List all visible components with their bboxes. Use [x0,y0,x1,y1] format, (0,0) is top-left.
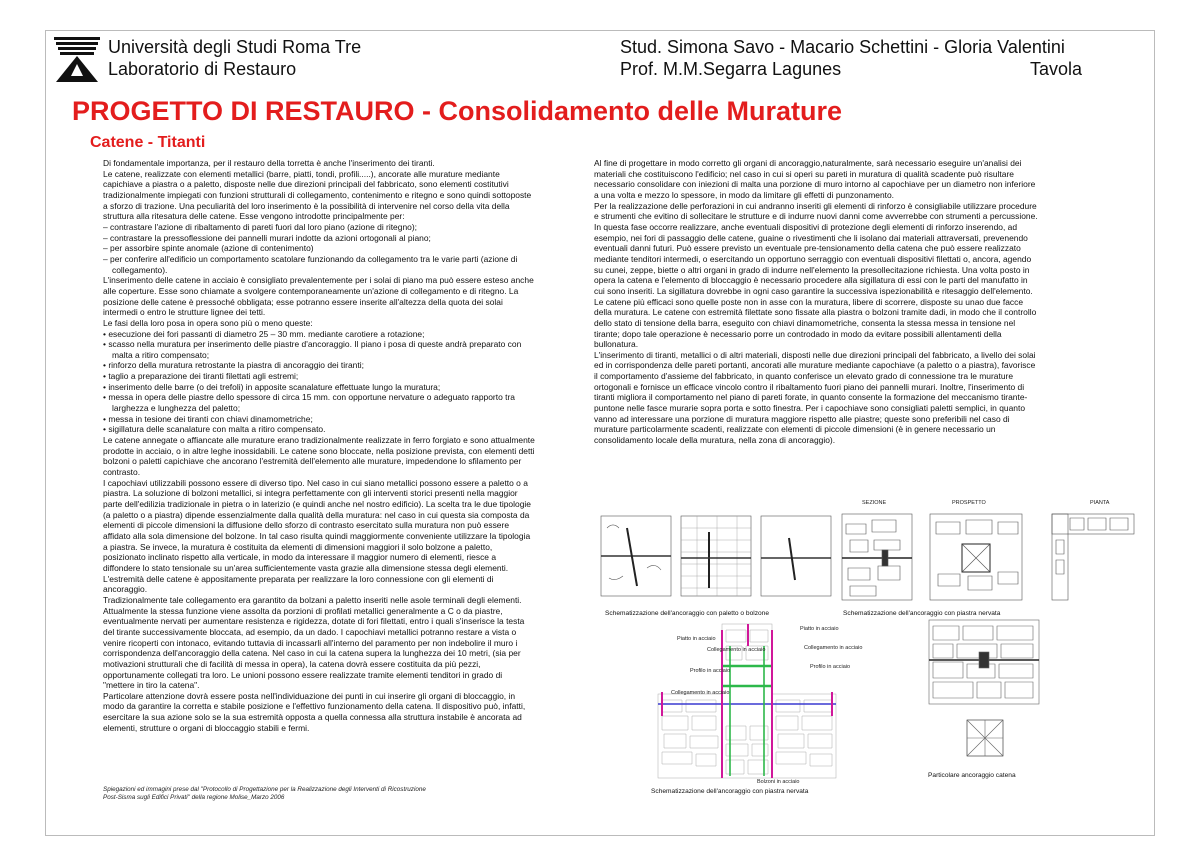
paragraph: Di fondamentale importanza, per il restauro della torretta è anche l'inserimento dei tiranti. [103,158,435,168]
figure-label: Profilo in acciaio [690,668,731,674]
list-item: – per assorbire spinte anomale (azione di contenimento) [103,243,314,254]
figure-caption: Schematizzazione dell'ancoraggio con piastra nervata [843,610,1001,617]
paragraph: Tradizionalmente tale collegamento era garantito da bolzani a paletto inseriti nelle asole terminali degli elementi. Attualmente la stessa funzione viene assolta da porzioni di profilati metallici generalmente a C o da piastre, eventualmente nervati per aumentare resistenza e rigidezza, dotate di fori filettati, entro i quali s'inserisce la testa del tirante successivamente bloccata, ad esempio, da un dado. I capochiavi metallici potranno restare a vista o venire ricoperti con intonaco, evitando tuttavia di incassarli all'interno del paramento per non indebolire il muro i corrispondenza dell'ancoraggio della catena. Nel caso in cui la catena supera la lunghezza dei 10 metri, (sia per motivazioni strutturali che di facilità di messa in opera), la catena dovrà essere costituita da più pezzi, opportunamente collegati tra loro. Le unioni possono essere realizzate tramite elementi tenditori in grado di "mettere in tiro la catena". [103,594,525,691]
list-item: • scasso nella muratura per inserimento delle piastre d'ancoraggio. Il piano i posa di queste andrà preparato con malta a ritiro compensato; [103,339,522,360]
paragraph: Per la realizzazione delle perforazioni in cui andranno inseriti gli elementi di rinforzo è consigliabile utilizzare procedure e strumenti che evitino di sollecitare le strutture e di indurre nuovi danni come avverrebbe con strumenti a percussione. In questa fase occorre realizzare, anche eventuali dispositivi di protezione degli elementi di rinforzo inserendo, ad esempio, nei fori di passaggio delle catene, guaine o rivestimenti che li isolano dai materiali attraversati, prevenendo eventuali danni futuri. Può essere previsto un eventuale pre-tensionamento della catena che può essere realizzato mediante tenditori intermedi, o esercitando un opportuno serraggio con eventuali dispositivi filettati o, ancora, agendo su cunei, zeppe, biette o altri organi in grado di indurre nell'elemento la presollecitazione richiesta. Una volta posto in opera la catena e l'elemento di bloccaggio è necessario procedere alla sigillatura di essi con le parti del manufatto in cui sono inseriti. La sigillatura dovrebbe in ogni caso garantire la successiva ispezionabilità e ritesaggio dell'elemento. [594,200,1038,296]
lab-name: Laboratorio di Restauro [108,59,297,79]
figure-label: Piatto in acciaio [800,626,839,632]
figure-label: Collegamento in acciaio [707,647,766,653]
figure-anchor-particular [925,616,1043,766]
paragraph: I capochiavi utilizzabili possono essere di diverso tipo. Nel caso in cui siano metallici possono essere a paletto o a piastra. La soluzione di bolzoni metallici, si integra perfettamente con gli interventi storici presenti nella maggior parte dell'edilizia tradizionale in pietra o in laterizio (e quindi anche nel nostro edificio). La scelta tra le due tipologie (a paletto o a piastra) dipende essenzialmente dalla qualità della muratura: nel caso in cui questa sia composta da elementi di piccole dimensioni la diffusione dello sforzo di contrasto esercitato sulla muratura non può essere affidato alla sola dimensione del bolzone. In tal caso risulta quindi maggiormente conveniente utilizzare la tipologia a piastra. Se invece, la muratura è costituita da elementi di dimensioni maggiori il solo bolzone a paletto, posizionato inclinato rispetto alla verticale, in modo da interessare il maggior numero di elementi, riesce a diffondere lo stato tensionale su un'area sufficientemente vasta grazie alla dimensione stessa degli elementi. L'estremità delle catene è appositamente preparata per realizzare la loro connessione con gli elementi di ancoraggio. [103,477,531,595]
figure-label: Collegamento in acciaio [804,645,863,651]
figure-anchor-paletto [597,508,835,604]
paragraph: Le catene, realizzate con elementi metallici (barre, piatti, tondi, profili.....), ancorate alle murature mediante capichiave a piastra o a paletto, disposte nelle due direzioni principali del fabbricato, sono elementi costitutivi tradizionalmente impiegati con funzioni strutturali di collegamento, contenimento e ritegno e sono quindi sottoposte a sforzo di trazione. Una peculiarità del loro inserimento è la possibilità di intervenire nel corso della vita della struttura alla ritesatura delle catene. Esse vengono introdotte principalmente per: [103,168,532,222]
university-name: Università degli Studi Roma Tre [108,37,362,57]
figure-label: SEZIONE [862,500,887,506]
paragraph: Le catene annegate o affiancate alle murature erano tradizionalmente realizzate in ferro forgiato e sono attualmente prodotte in acciaio, o in altre leghe inossidabili. Le catene sono bloccate, nella posizione prevista, con elementi detti bolzoni o paletti capichiave che ancorano l'estremità dell'elemento alle murature, impedendone lo sfilamento per contrasto. [103,435,535,478]
university-logo [52,34,102,84]
paragraph: Le catene più efficaci sono quelle poste non in asse con la muratura, libere di scorrere, disposte su unao due facce della muratura. Le catene con estremità filettate sono fissate alla piastra o bolzoni tramite dadi, in modo che il controllo dello stato di tensione della barra, eseguito con chiavi dinamometriche, consenta la stessa messa in tensione nel tirante; dopo tale operazione è necessario porre un controdado in modo da evitare possibili allentamenti della bullonatura. [594,296,1037,350]
list-item: • sigillatura delle scanalature con malta a ritiro compensato. [103,424,326,435]
list-item: • messa in opera delle piastre dello spessore di circa 15 mm. con opportune nervature o adeguato rapporto tra larghezza e lunghezza del paletto; [103,392,515,414]
dash-list [103,222,535,275]
figure-label: Piatto in acciaio [677,636,716,642]
students-line: Stud. Simona Savo - Macario Schettini - Gloria Valentini [620,37,1065,57]
sheet-label: Tavola [1029,59,1082,79]
page-title: PROGETTO DI RESTAURO - Consolidamento delle Murature [72,96,843,126]
bullet-list [103,329,535,436]
paragraph: Al fine di progettare in modo corretto gli organi di ancoraggio,naturalmente, sarà necessario eseguire un'analisi dei materiali che costituiscono l'edificio; nel caso in cui si operi su pareti in muratura di qualità scadente può risultare necessario consolidare con iniezioni di malta una porzione di muro intorno al capochiave per un diametro non inferiore a una volta e mezzo lo spessore, in modo da limitare gli effetti di punzonamento. [594,158,1036,200]
list-item: • esecuzione dei fori passanti di diametro 25 – 30 mm. mediante carotiere a rotazione; [103,328,425,339]
figure-label: Bolzoni in acciaio [757,779,800,785]
list-item: • messa in tesione dei tiranti con chiavi dinamometriche; [103,413,313,424]
figure-label: Collegamento in acciaio [671,690,730,696]
figure-label: PIANTA [1090,500,1110,506]
list-item: – per conferire all'edificio un comportamento scatolare funzionando da collegamento tra le varie parti (azione di collegamento). [103,253,518,275]
list-item: • rinforzo della muratura retrostante la piastra di ancoraggio dei tiranti; [103,360,364,371]
section-subtitle: Catene - Titanti [90,134,206,151]
figure-label: Profilo in acciaio [810,664,851,670]
text-column-left [103,158,535,733]
professor-line: Prof. M.M.Segarra Lagunes [620,59,842,79]
university-block [108,36,361,80]
figure-label: PROSPETTO [952,500,986,506]
source-credit: Spiegazioni ed immagini prese dal "Protocollo di Progettazione per la Realizzazione degli Interventi di Ricostruzione Post-Sisma sugli Edifici Privati" della regione Molise_Marzo 2006 [103,786,426,802]
list-item: • taglio a preparazione dei tiranti filettati agli estremi; [103,371,299,382]
list-item: – contrastare la pressoflessione dei pannelli murari indotte da azioni ortogonali al piano; [103,232,431,243]
list-item: • inserimento delle barre (o dei trefoli) in apposite scanalature effettuate lungo la muratura; [103,381,441,392]
list-item: – contrastare l'azione di ribaltamento di pareti fuori dal loro piano (azione di ritegno); [103,221,417,232]
paragraph: L'inserimento di tiranti, metallici o di altri materiali, disposti nelle due direzioni principali del fabbricato, a livello dei solai ed in corrispondenza delle pareti portanti, ancorati alle murature mediante capochiave (a paletto o a piastra), favorisce il comportamento d'assieme del fabbricato, in quanto conferisce un elevato grado di connessione tra le murature ortogonali e fornisce un efficace vincolo contro il ribaltamento fuori piano dei pannelli murari. Inoltre, l'inserimento di tiranti migliora il comportamento nel piano di pareti forate, in quanto consente la formazione del meccanismo tirante-puntone nelle fasce murarie sopra porta e sotto finestra. Per i capochiave sono consigliati paletti semplici, in quanto vanno ad interessare una porzione di muratura maggiore rispetto alle piastre; queste sono preferibili nel caso di murature particolarmente scadenti, realizzate con elementi di piccole dimensioni (è in genere necessario un consolidamento locale della muratura, nella zona di ancoraggio). [594,349,1036,446]
figure-caption: Schematizzazione dell'ancoraggio con paletto o bolzone [605,610,770,617]
figure-anchor-piastra [838,510,1138,604]
paragraph: L'inserimento delle catene in acciaio è consigliato prevalentemente per i solai di piano ma può essere esteso anche alle coperture. Esse sono chiamate a svolgere contemporaneamente un'azione di collegamento e di ritegno. La posizione delle catene è pressoché obbligata; esse potranno essere inserite all'altezza della quota dei solai intermedi o entro le strutture lignee dei tetti. [103,275,534,318]
figure-caption: Particolare ancoraggio catena [928,772,1016,779]
figure-caption: Schematizzazione dell'ancoraggio con piastra nervata [651,788,809,795]
paragraph: Particolare attenzione dovrà essere posta nell'individuazione dei punti in cui inserire gli organi di bloccaggio, in modo da garantire la corretta e stabile posizione e l'effettivo funzionamento della catena. Il dispositivo può, infatti, esercitare la sua azione solo se la sua estremità opposta a quella connessa alla struttura instabile è ancorata ad elementi, strutture o organi di bloccaggio stabili e fermi. [103,690,526,733]
authors-block [620,36,1082,80]
text-column-right [594,158,1038,446]
paragraph: Le fasi della loro posa in opera sono più o meno queste: [103,317,313,328]
